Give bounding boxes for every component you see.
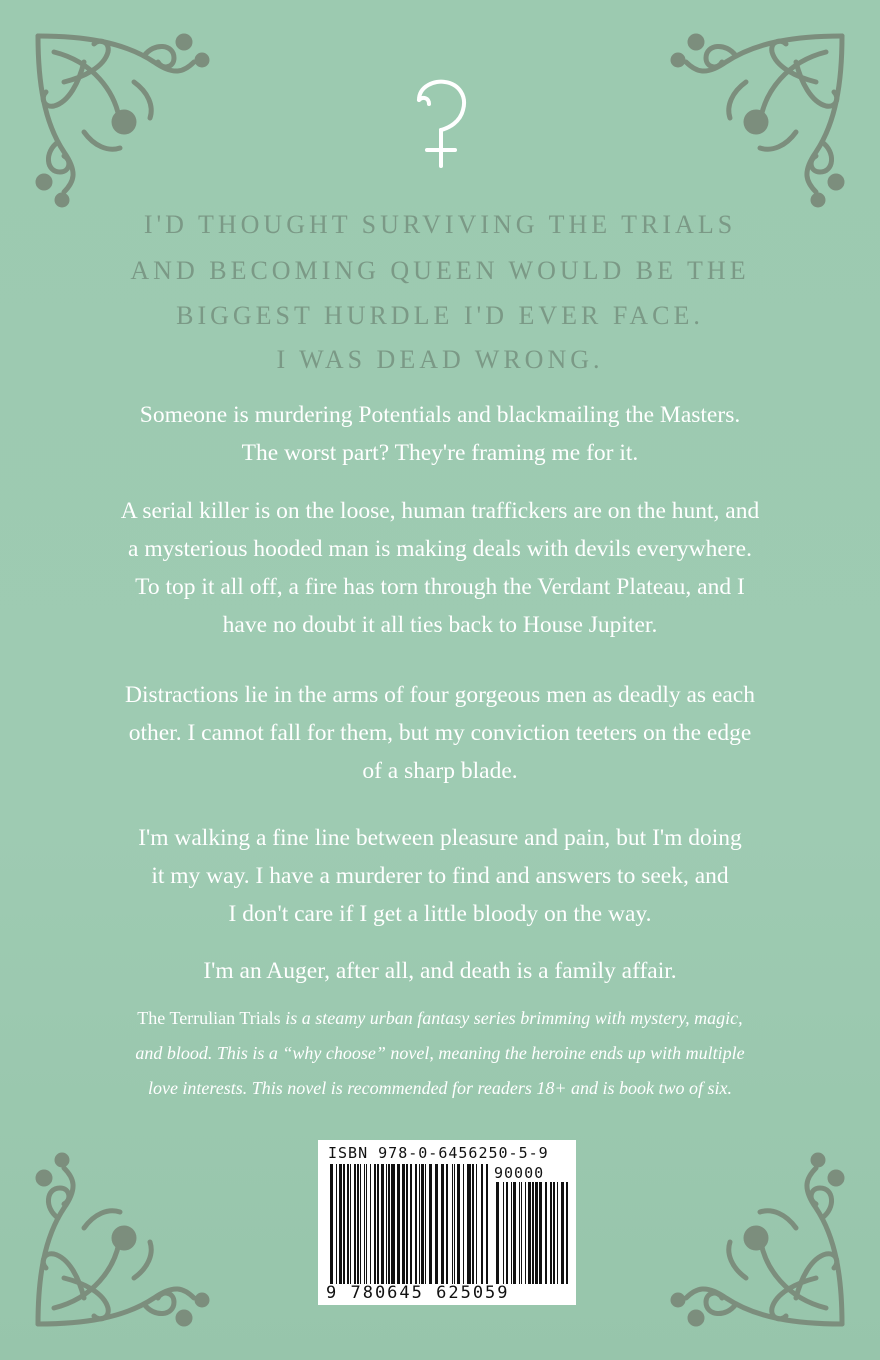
blurb-line: A serial killer is on the loose, human traffickers are on the hunt, and [120,498,760,524]
blurb-line: of a sharp blade. [362,758,518,784]
barcode-bar [370,1164,371,1284]
barcode-bar [354,1164,356,1284]
barcode-bar [553,1182,555,1284]
barcode-bar [481,1164,483,1284]
tagline-line: BIGGEST HURDLE I'D EVER FACE. [176,301,704,330]
barcode-bar [397,1164,400,1284]
blurb-paragraph [60,819,820,933]
barcode-bar [415,1164,417,1284]
blurb-paragraph [60,396,820,472]
blurb-line: To top it all off, a fire has torn through the Verdant Plateau, and I [135,574,745,600]
filigree-ornament-icon [24,22,214,212]
filigree-ornament-icon [666,1148,856,1338]
barcode-bar [561,1182,564,1284]
barcode-bar [550,1182,552,1284]
barcode-bar [525,1182,526,1284]
series-note-text: is a steamy urban fantasy series brimming with mystery, magic, [280,1008,743,1028]
barcode-bar [457,1164,460,1284]
barcode-bar [339,1164,342,1284]
isbn-label: ISBN 978-0-6456250-5-9 [328,1144,549,1162]
blurb-line: it my way. I have a murderer to find and answers to seek, and [151,863,729,889]
barcode-bar [545,1182,547,1284]
blurb-line: a mysterious hooded man is making deals with devils everywhere. [128,536,752,562]
barcode-bar [446,1164,448,1284]
barcode-bar [350,1164,351,1284]
barcode-bar [521,1182,522,1284]
barcode-bar [364,1164,365,1284]
barcode-bar [410,1164,412,1284]
barcode-bar [429,1164,432,1284]
barcode-bar [519,1182,520,1284]
barcode-bar [374,1164,376,1284]
barcode-bar [381,1164,384,1284]
tagline-line: I WAS DEAD WRONG. [276,345,604,374]
blurb-line: The worst part? They're framing me for it. [241,440,639,466]
barcode-bar [336,1164,337,1284]
isbn-barcode [318,1140,576,1305]
blurb-paragraph [60,492,820,644]
barcode-bar [513,1182,516,1284]
barcode-bar [463,1164,464,1284]
blurb-line: Distractions lie in the arms of four gorgeous men as deadly as each [125,682,755,708]
barcode-bar [454,1164,455,1284]
blurb-line: I'm walking a fine line between pleasure and pain, but I'm doing [138,825,742,851]
barcode-bar [419,1164,420,1284]
price-code: 90000 [494,1164,545,1182]
barcode-bar [388,1164,390,1284]
barcode-bar [506,1182,508,1284]
venus-symbol-icon [405,78,475,170]
barcode-bar [511,1182,512,1284]
barcode-bar [486,1164,488,1284]
series-note-line: love interests. This novel is recommended for readers 18+ and is book two of six. [147,1078,733,1098]
barcode-bar [421,1164,424,1284]
barcode-bar [532,1182,534,1284]
barcode-bar [330,1164,333,1284]
addon-barcode-bars [496,1182,568,1284]
filigree-ornament-icon [24,1148,214,1338]
blurb-line: I'm an Auger, after all, and death is a family affair. [203,958,677,984]
blurb-line: other. I cannot fall for them, but my conviction teeters on the edge [128,720,752,746]
blurb-line: Someone is murdering Potentials and blackmailing the Masters. [139,402,741,428]
barcode-bar [503,1182,504,1284]
barcode-bar [386,1164,387,1284]
barcode-bar [435,1164,438,1284]
barcode-bars [330,1164,490,1284]
barcode-bar [343,1164,345,1284]
barcode-bar [535,1182,538,1284]
barcode-bar [539,1182,542,1284]
barcode-bar [402,1164,405,1284]
barcode-bar [391,1164,395,1284]
barcode-bar [347,1164,349,1284]
barcode-bar [360,1164,361,1284]
barcode-bar [452,1164,453,1284]
blurb-line: have no doubt it all ties back to House Jupiter. [222,612,658,638]
barcode-bar [472,1164,474,1284]
barcode-bar [425,1164,426,1284]
barcode-bar [357,1164,359,1284]
series-title: The Terrulian Trials [137,1008,281,1028]
blurb-paragraph [60,676,820,790]
tagline-line: AND BECOMING QUEEN WOULD BE THE [130,256,750,285]
barcode-bar [566,1182,568,1284]
barcode-bar [476,1164,477,1284]
blurb-line: I don't care if I get a little bloody on the way. [228,901,652,927]
barcode-bar [366,1164,367,1284]
barcode-bar [441,1164,444,1284]
barcode-bar [557,1182,558,1284]
barcode-bar [467,1164,471,1284]
barcode-bar [496,1182,499,1284]
barcode-bar [377,1164,379,1284]
barcode-bar [406,1164,408,1284]
series-note-line [50,1001,830,1036]
series-note-line: and blood. This is a “why choose” novel, meaning the heroine ends up with multiple [135,1043,745,1063]
tagline-line: I'D THOUGHT SURVIVING THE TRIALS [143,210,737,239]
ean-digits: 9 780645 625059 [326,1283,510,1303]
barcode-bar [528,1182,531,1284]
series-note [50,1001,830,1106]
blurb-paragraph [60,952,820,990]
filigree-ornament-icon [666,22,856,212]
